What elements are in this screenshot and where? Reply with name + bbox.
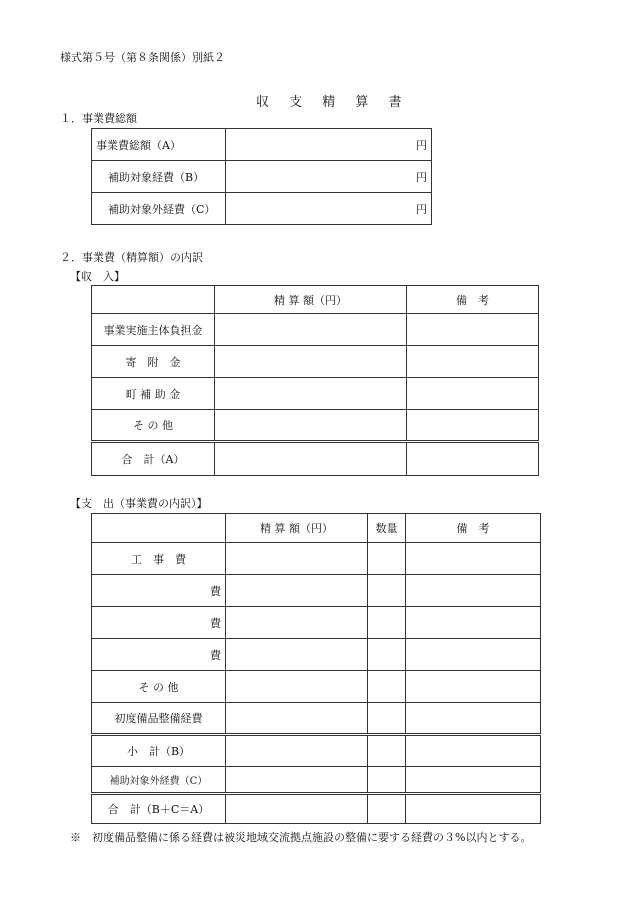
row-label: 補助対象外経費（C） [92,767,226,794]
income-table [91,285,539,476]
footnote: ※ 初度備品整備に係る経費は被災地域交流拠点施設の整備に要する経費の３%以内とする。 [70,831,532,844]
row-label: 費 [92,607,226,639]
col-header-note: 備 考 [407,286,539,314]
table-header-row [92,286,539,314]
row-label: 補助対象外経費（C） [92,193,226,225]
table-row [92,129,432,161]
amount-cell: 円 [226,193,432,225]
amount-cell: 円 [226,129,432,161]
form-number: 様式第５号（第８条関係）別紙２ [60,51,225,64]
section1-heading: １．事業費総額 [60,112,137,125]
row-label: 小 計（B） [92,735,226,767]
col-header-note: 備 考 [406,514,541,543]
row-label: そ の 他 [92,671,226,703]
row-label: 費 [92,575,226,607]
total-cost-table [91,128,432,225]
expense-table [91,513,541,824]
row-label: 合 計（B＋C＝A） [92,794,226,824]
table-row [92,703,541,735]
table-row [92,607,541,639]
table-row [92,346,539,378]
row-label: 初度備品整備経費 [92,703,226,735]
table-row [92,575,541,607]
row-label: 事業費総額（A） [92,129,226,161]
table-row [92,543,541,575]
total-row [92,794,541,824]
total-row [92,442,539,476]
row-label: 寄 附 金 [92,346,215,378]
amount-cell: 円 [226,161,432,193]
col-header-amount: 精 算 額（円） [215,286,407,314]
table-row [92,639,541,671]
table-row [92,314,539,346]
table-row [92,767,541,794]
subtotal-row [92,735,541,767]
table-row [92,193,432,225]
table-row [92,161,432,193]
row-label: 工 事 費 [92,543,226,575]
row-label: 費 [92,639,226,671]
col-header-quantity: 数量 [368,514,406,543]
col-header-amount: 精 算 額（円） [226,514,368,543]
income-heading: 【収 入】 [70,270,125,283]
row-label: そ の 他 [92,410,215,442]
expense-heading: 【支 出（事業費の内訳）】 [70,497,208,510]
row-label: 補助対象経費（B） [92,161,226,193]
table-row [92,671,541,703]
table-header-row [92,514,541,543]
table-row [92,410,539,442]
page-title: 収 支 精 算 書 [256,95,410,110]
row-label: 町 補 助 金 [92,378,215,410]
row-label: 合 計（A） [92,442,215,476]
table-row [92,378,539,410]
section2-heading: ２．事業費（精算額）の内訳 [60,251,203,264]
row-label: 事業実施主体負担金 [92,314,215,346]
